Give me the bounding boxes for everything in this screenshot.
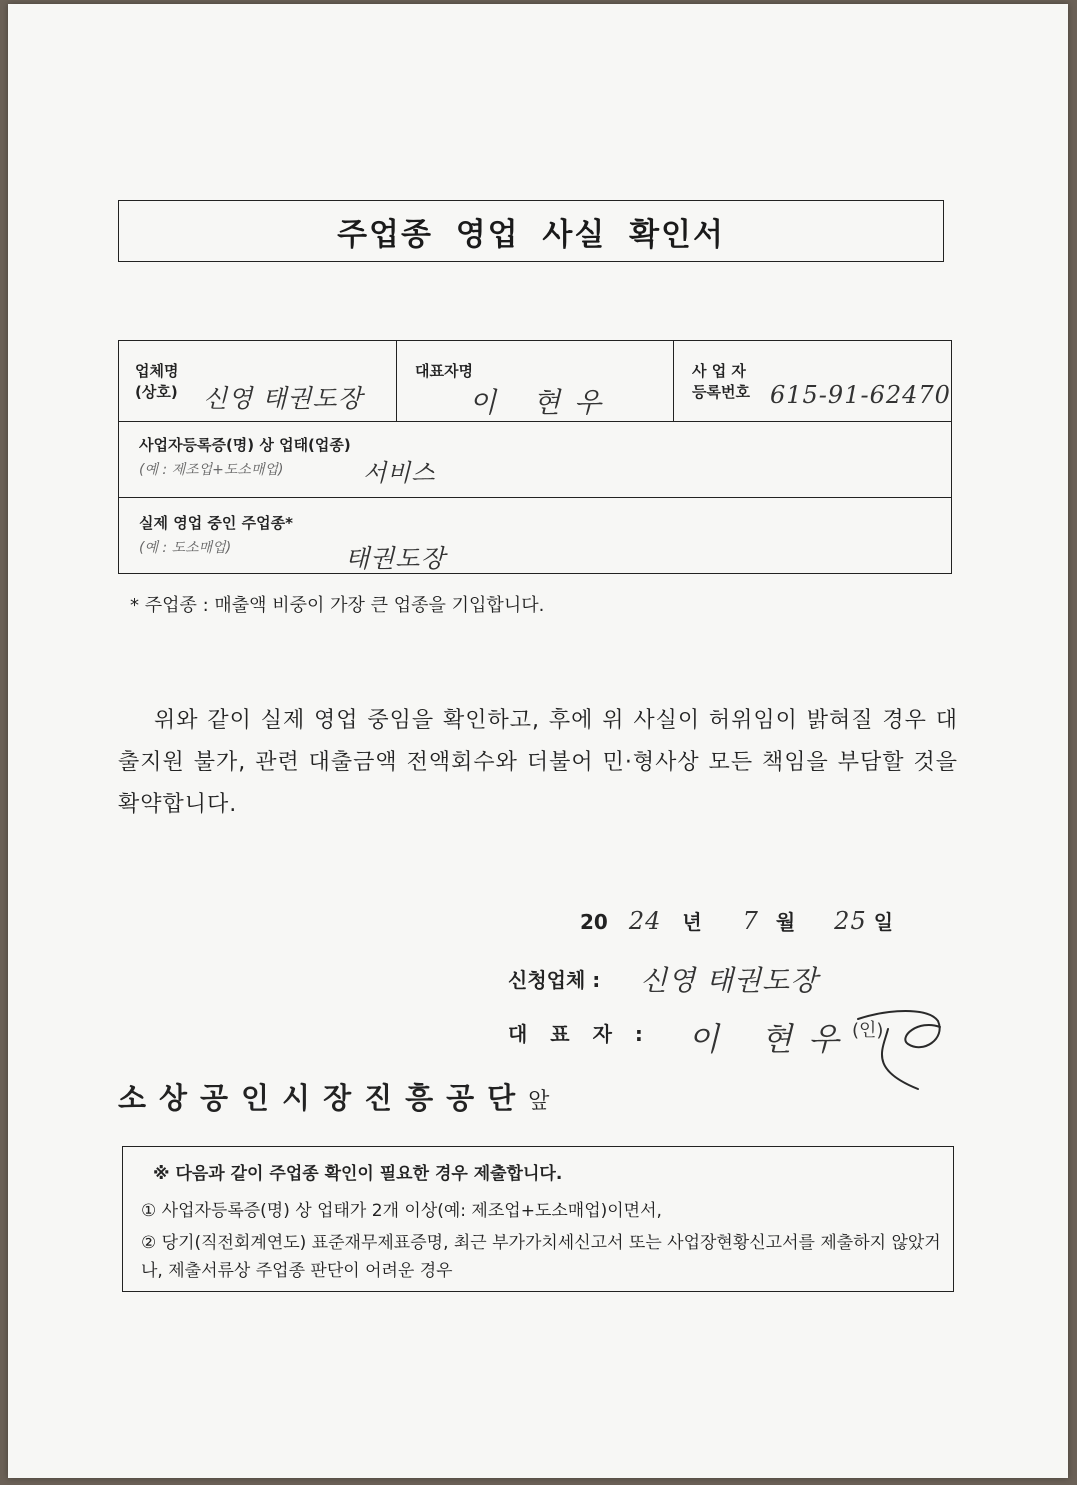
confirmation-paragraph (118, 700, 958, 826)
date-year: 24 (628, 907, 662, 935)
main-type-value: 태권도장 (345, 544, 446, 573)
company-label-line1: 업체명 (135, 362, 179, 380)
date-century: 20 (580, 910, 608, 934)
registration-value: 615-91-62470 (770, 381, 951, 409)
date-day-unit: 일 (873, 910, 894, 934)
seal-label: (인) (852, 1020, 884, 1041)
notice-item-1: ① 사업자등록증(명) 상 업태가 2개 이상(예: 제조업+도소매업)이면서, (141, 1201, 662, 1221)
main-type-example: (예 : 도소매업) (139, 540, 232, 556)
company-label (135, 361, 178, 403)
document-page (8, 4, 1068, 1478)
addressee (118, 1076, 549, 1117)
info-row-main-type (119, 497, 951, 573)
date-month-unit: 월 (775, 910, 796, 934)
registration-label-line1: 사 업 자 (692, 362, 746, 380)
confirmation-text: 위와 같이 실제 영업 중임을 확인하고, 후에 위 사실이 허위임이 밝혀질 경우 대출지원 불가, 관련 대출금액 전액회수와 더불어 민·형사상 모든 책임을 부담할 것을 확약합니다. (118, 708, 958, 817)
company-label-line2: (상호) (135, 383, 178, 401)
notice-header: ※ 다음과 같이 주업종 확인이 필요한 경우 제출합니다. (153, 1164, 563, 1184)
applicant-label: 신청업체 : (508, 968, 601, 992)
business-type-value: 서비스 (363, 459, 436, 487)
date-line (580, 906, 893, 935)
title-box (118, 200, 944, 262)
registration-label-line2: 등록번호 (692, 383, 750, 401)
registration-cell (674, 341, 951, 421)
signature-mark (828, 999, 958, 1094)
page-title: 주업종 영업 사실 확인서 (337, 216, 725, 253)
applicant-value: 신영 태권도장 (640, 964, 819, 997)
notice-item-2: ② 당기(직전회계연도) 표준재무제표증명, 최근 부가가치세신고서 또는 사업장현황신고서를 제출하지 않았거나, 제출서류상 주업종 판단이 어려운 경우 (141, 1233, 941, 1281)
submission-notice-box (122, 1146, 954, 1292)
company-value: 신영 태권도장 (203, 384, 363, 413)
info-row-basic (119, 341, 951, 422)
info-table (118, 340, 952, 574)
addressee-name: 소상공인시장진흥공단 (118, 1081, 529, 1115)
date-year-unit: 년 (682, 910, 702, 934)
date-month: 7 (742, 907, 759, 935)
company-cell (119, 341, 397, 421)
info-row-business-type (119, 421, 951, 498)
representative-label: 대표자명 (415, 362, 473, 380)
representative-sign-value: 이 현우 (688, 1020, 855, 1058)
business-type-label: 사업자등록증(명) 상 업태(업종) (139, 436, 351, 454)
main-type-label: 실제 영업 중인 주업종* (139, 514, 293, 532)
representative-value: 이 현우 (469, 386, 616, 419)
business-type-example: (예 : 제조업+도소매업) (139, 462, 284, 478)
footnote: * 주업종 : 매출액 비중이 가장 큰 업종을 기입합니다. (130, 595, 545, 616)
addressee-suffix: 앞 (528, 1089, 550, 1114)
representative-cell (397, 341, 674, 421)
registration-label (692, 361, 750, 403)
date-day: 25 (834, 907, 867, 935)
representative-sign-label: 대 표 자 : (508, 1022, 651, 1046)
